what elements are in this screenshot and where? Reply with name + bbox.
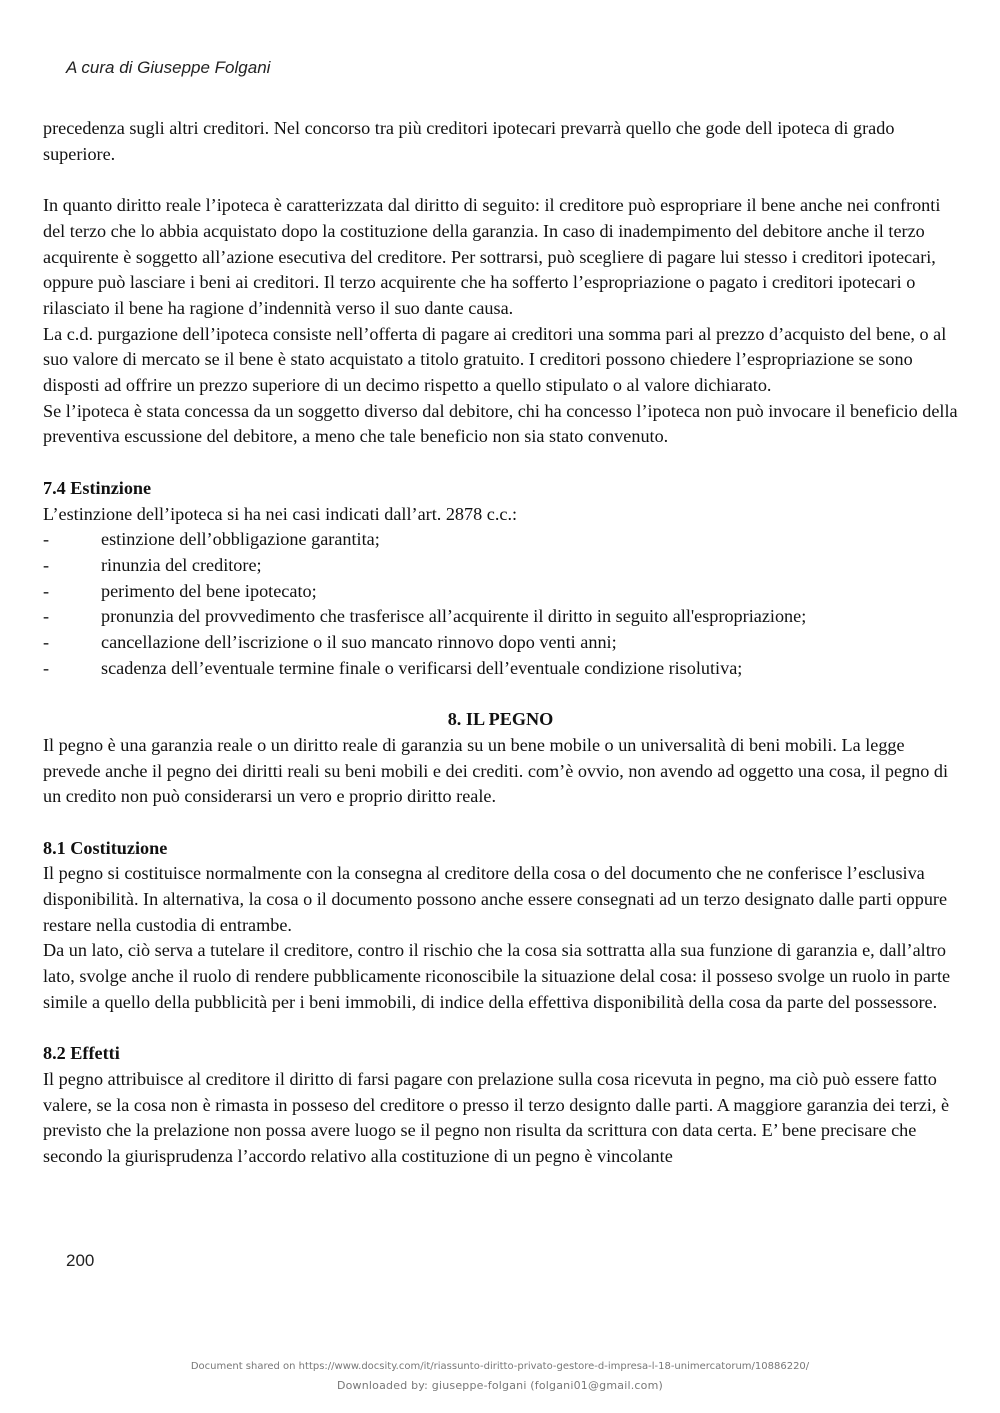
list-item: [43, 553, 958, 579]
section-heading-estinzione: 7.4 Estinzione: [43, 477, 152, 498]
paragraph-spacer: [43, 681, 958, 707]
document-body: [43, 116, 958, 1170]
paragraph-diritto-di-seguito: In quanto diritto reale l’ipoteca è caratterizzata dal diritto di seguito: il creditore può espropriare il bene anche nei confronti del terzo che lo abbia acquistato dopo la costituzione della garanzia. In caso di inadempimento del debitore anche il terzo acquirente è soggetto all’azione esecutiva del creditore. Per sottrarsi, può scegliere di pagare lui stesso i creditori ipotecari, oppure può lasciare i beni ai creditori. Il terzo acquirente che ha sofferto l’espropriazione o pagato i creditori ipotecari o rilasciato il bene ha ragione d’indennità verso il suo dante causa.: [43, 195, 941, 318]
estinzione-intro: L’estinzione dell’ipoteca si ha nei casi indicati dall’art. 2878 c.c.:: [43, 503, 518, 524]
page-number: 200: [66, 1251, 95, 1270]
paragraph-spacer: [43, 450, 958, 476]
list-item: [43, 656, 958, 682]
paragraph-pegno: Il pegno è una garanzia reale o un diritto reale di garanzia su un bene mobile o un universalità di beni mobili. La legge prevede anche il pegno dei diritti reali su beni mobili e dei crediti. com’è ovvio, non avendo ad oggetto una cosa, il pegno di un credito non può considerarsi un vero e proprio diritto reale.: [43, 734, 949, 807]
list-bullet: -: [43, 580, 50, 601]
chapter-heading-pegno: 8. IL PEGNO: [447, 709, 554, 730]
footer-downloaded-by: Downloaded by: giuseppe-folgani (folgani01@gmail.com): [336, 1379, 664, 1392]
paragraph-costituzione-1: Il pegno si costituisce normalmente con la consegna al creditore della cosa o del documento che ne conferisce l’esclusiva disponibilità. In alternativa, la cosa o il documento possono anche essere consegnati ad un terzo designato dalle parti oppure restare nella custodia di entrambe.: [43, 863, 948, 935]
list-item: [43, 604, 958, 630]
paragraph-spacer: [43, 167, 958, 193]
list-item-text: pronunzia del provvedimento che trasferisce all’acquirente il diritto in seguito all'espropriazione;: [101, 606, 807, 627]
list-item-text: rinunzia del creditore;: [101, 554, 262, 575]
section-heading-costituzione: 8.1 Costituzione: [43, 837, 168, 858]
footer-shared-link[interactable]: Document shared on https://www.docsity.com/it/riassunto-diritto-privato-gestore-d-impresa-l-18-unimercatorum/10886220/: [190, 1361, 810, 1372]
list-item-text: perimento del bene ipotecato;: [101, 580, 317, 601]
list-item: [43, 630, 958, 656]
section-heading-effetti: 8.2 Effetti: [43, 1043, 120, 1064]
list-item-text: scadenza dell’eventuale termine finale o verificarsi dell’eventuale condizione risolutiva;: [101, 657, 743, 678]
paragraph-purgazione: La c.d. purgazione dell’ipoteca consiste nell’offerta di pagare ai creditori una somma pari al prezzo d’acquisto del bene, o al suo valore di mercato se il bene è stato acquistato a titolo gratuito. I creditori possono chiedere l’espropriazione se sono disposti ad offrire un prezzo superiore di un decimo rispetto a quello stipulato o al valore dichiarato.: [43, 323, 947, 396]
list-bullet: -: [43, 657, 50, 678]
paragraph-precedenza: precedenza sugli altri creditori. Nel concorso tra più creditori ipotecari prevarrà quello che gode dell ipoteca di grado superiore.: [43, 118, 895, 164]
paragraph-spacer: [43, 1016, 958, 1042]
paragraph-escussione: Se l’ipoteca è stata concessa da un soggetto diverso dal debitore, chi ha concesso l’ipoteca non può invocare il beneficio della preventiva escussione del debitore, a meno che tale beneficio non sia stato convenuto.: [43, 400, 958, 447]
list-item-text: estinzione dell’obbligazione garantita;: [101, 529, 380, 550]
paragraph-spacer: [43, 810, 958, 836]
list-item: [43, 527, 958, 553]
list-bullet: -: [43, 529, 50, 550]
paragraph-effetti: Il pegno attribuisce al creditore il diritto di farsi pagare con prelazione sulla cosa ricevuta in pegno, ma ciò può essere fatto valere, se la cosa non è rimasta in posseso del creditore o presso il terzo designto dalle parti. A maggiore garanzia dei terzi, è previsto che la prelazione non possa avere luogo se il pegno non risulta da scrittura con data certa. E’ bene precisare che secondo la giurisprudenza l’accordo relativo alla costituzione di un pegno è vincolante: [43, 1068, 950, 1167]
list-bullet: -: [43, 606, 50, 627]
list-bullet: -: [43, 554, 50, 575]
list-item: [43, 579, 958, 605]
estinzione-list: [43, 527, 958, 681]
running-header: A cura di Giuseppe Folgani: [66, 58, 271, 77]
list-item-text: cancellazione dell’iscrizione o il suo mancato rinnovo dopo venti anni;: [101, 632, 617, 653]
paragraph-costituzione-2: Da un lato, ciò serva a tutelare il creditore, contro il rischio che la cosa sia sottratta alla sua funzione di garanzia e, dall’altro lato, svolge anche il ruolo di rendere pubblicamente riconoscibile la situazione delal cosa: il posseso svolge un ruolo in parte simile a quello della pubblicità per i beni immobili, di indice della effettiva disponibilità della cosa da parte del possessore.: [43, 940, 951, 1012]
list-bullet: -: [43, 632, 50, 653]
